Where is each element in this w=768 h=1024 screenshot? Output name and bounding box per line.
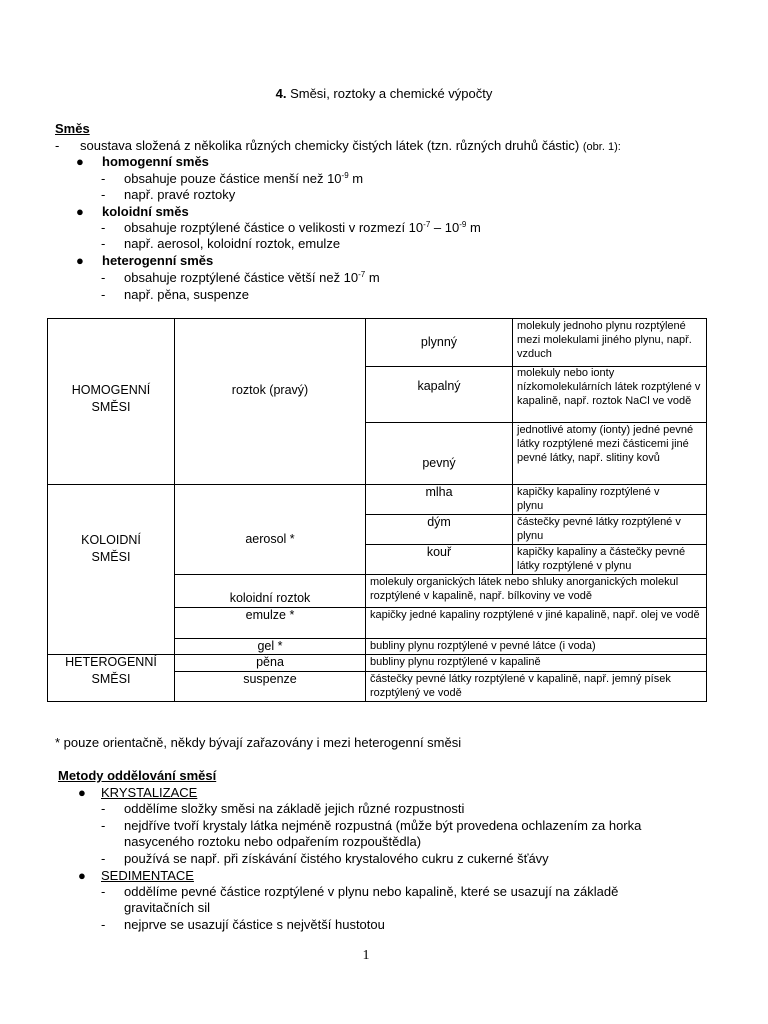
section-heading-metody: Metody oddělování směsí bbox=[58, 768, 217, 783]
cell-desc: molekuly nebo ionty nízkomolekulárních látek rozptýlené v kapalině, např. roztok NaCl ve vodě bbox=[517, 367, 701, 407]
cell-desc: molekuly organických látek nebo shluky anorganických molekul rozptýlené v kapalině, např. bílkoviny ve vodě bbox=[370, 576, 679, 602]
dash-marker: - bbox=[55, 138, 60, 153]
cell-label: koloidní roztok bbox=[229, 591, 311, 605]
dash-marker: - bbox=[101, 220, 106, 235]
cell-label: mlha bbox=[425, 485, 453, 499]
cell-desc: jednotlivé atomy (ionty) jedné pevné látky rozptýlené mezi částicemi jiné pevné látky, např. slitiny kovů bbox=[517, 424, 694, 464]
cell-desc: částečky pevné látky rozptýlené v plynu bbox=[517, 516, 681, 542]
dash-marker: - bbox=[101, 171, 106, 186]
section-heading-smes: Směs bbox=[55, 121, 90, 136]
group-koloidni: KOLOIDNÍ SMĚSI bbox=[81, 533, 141, 564]
dash-marker: - bbox=[101, 287, 106, 302]
smes-definition: soustava složená z několika různých chemicky čistých látek (tzn. různých druhů částic) (obr. 1): bbox=[80, 138, 621, 153]
page-number: 1 bbox=[362, 948, 370, 963]
cell-label: kapalný bbox=[417, 379, 461, 393]
cell-desc: molekuly jednoho plynu rozptýlené mezi molekulami jiného plynu, např. vzduch bbox=[517, 320, 692, 360]
dash-marker: - bbox=[101, 270, 106, 285]
page-title: 4. Směsi, roztoky a chemické výpočty bbox=[275, 86, 493, 101]
type-line: obsahuje pouze částice menší než $10^{-9}$ m bbox=[124, 171, 364, 186]
cell-label: pěna bbox=[256, 655, 284, 669]
cell-desc: bubliny plynu rozptýlené v pevné látce (i voda) bbox=[370, 640, 596, 652]
bullet-icon: ● bbox=[76, 253, 84, 268]
dash-marker: - bbox=[101, 801, 106, 816]
dash-marker: - bbox=[101, 236, 106, 251]
method-line: nejdříve tvoří krystaly látka nejméně rozpustná (může být provedena ochlazením za horka bbox=[124, 818, 642, 833]
cell-desc: bubliny plynu rozptýlené v kapalině bbox=[370, 656, 541, 668]
group-heterogenni: HETEROGENNÍ SMĚSI bbox=[65, 655, 157, 686]
cell-label: gel * bbox=[257, 639, 283, 653]
method-line: gravitačních sil bbox=[124, 900, 210, 915]
bullet-icon: ● bbox=[78, 785, 86, 800]
method-line: oddělíme složky směsi na základě jejich různé rozpustnosti bbox=[124, 801, 465, 816]
cell-label: pevný bbox=[422, 456, 456, 470]
method-line: nasyceného roztoku nebo odpařením rozpouštědla) bbox=[124, 834, 422, 849]
cell-desc: kapičky jedné kapaliny rozptýlené v jiné kapalině, např. olej ve vodě bbox=[370, 609, 700, 621]
bullet-icon: ● bbox=[76, 204, 84, 219]
type-line: např. aerosol, koloidní roztok, emulze bbox=[124, 236, 341, 251]
dash-marker: - bbox=[101, 917, 106, 932]
type-line: obsahuje rozptýlené částice větší než $10^{-7}$ m bbox=[124, 270, 380, 285]
cell-roztok: roztok (pravý) bbox=[231, 383, 309, 397]
type-line: např. pěna, suspenze bbox=[124, 287, 250, 302]
method-line: používá se např. při získávání čistého krystalového cukru z cukerné šťávy bbox=[124, 851, 549, 866]
method-sedimentace: SEDIMENTACE bbox=[101, 868, 194, 883]
dash-marker: - bbox=[101, 884, 106, 899]
dash-marker: - bbox=[101, 851, 106, 866]
cell-label: dým bbox=[427, 515, 451, 529]
cell-desc: částečky pevné látky rozptýlené v kapalině, např. jemný písek rozptýlený ve vodě bbox=[370, 673, 671, 699]
method-line: oddělíme pevné částice rozptýlené v plynu nebo kapalině, které se usazují na základě bbox=[124, 884, 619, 899]
method-line: nejprve se usazují částice s největší hustotou bbox=[124, 917, 385, 932]
dash-marker: - bbox=[101, 818, 106, 833]
cell-aerosol: aerosol * bbox=[245, 532, 295, 546]
footnote: * pouze orientačně, někdy bývají zařazovány i mezi heterogenní směsi bbox=[55, 735, 462, 750]
cell-desc: kapičky kapaliny rozptýlené v plynu bbox=[517, 486, 660, 512]
group-homogenni: HOMOGENNÍ SMĚSI bbox=[71, 383, 151, 414]
cell-desc: kapičky kapaliny a částečky pevné látky rozptýlené v plynu bbox=[517, 546, 686, 572]
bullet-icon: ● bbox=[78, 868, 86, 883]
cell-label: suspenze bbox=[243, 672, 297, 686]
type-name-heterogenni: heterogenní směs bbox=[102, 253, 214, 268]
cell-label: emulze * bbox=[245, 608, 295, 622]
type-name-koloidni: koloidní směs bbox=[102, 204, 189, 219]
dash-marker: - bbox=[101, 187, 106, 202]
mixtures-table bbox=[47, 318, 707, 702]
type-name-homogenni: homogenní směs bbox=[102, 154, 209, 169]
type-line: např. pravé roztoky bbox=[124, 187, 236, 202]
cell-label: kouř bbox=[426, 545, 452, 559]
method-krystalizace: KRYSTALIZACE bbox=[101, 785, 198, 800]
type-line: obsahuje rozptýlené částice o velikosti v rozmezí $10^{-7} - 10^{-9}$ m bbox=[124, 220, 481, 235]
cell-label: plynný bbox=[420, 335, 458, 349]
bullet-icon: ● bbox=[76, 154, 84, 169]
